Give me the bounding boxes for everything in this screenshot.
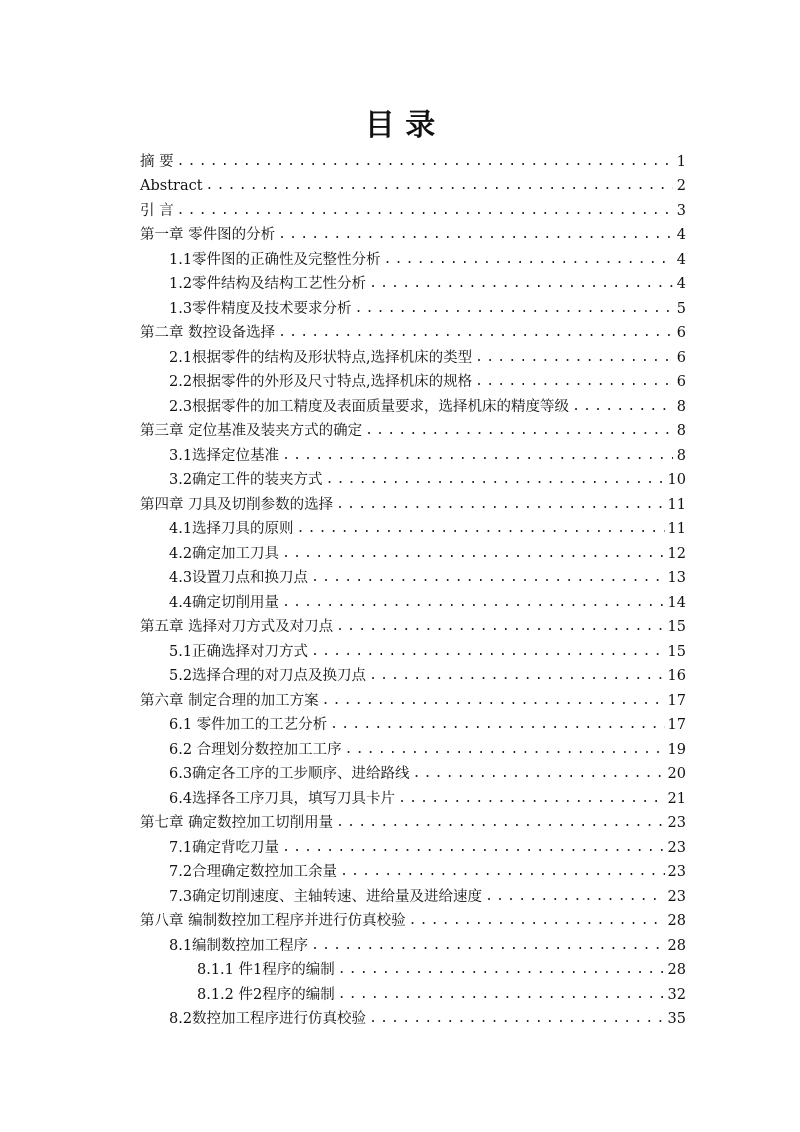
- toc-entry[interactable]: [140, 244, 686, 269]
- toc-entry-page: 8: [676, 423, 686, 439]
- toc-entry[interactable]: [140, 930, 686, 955]
- toc-entry-page: 8: [676, 447, 686, 464]
- dot-leader: [336, 814, 664, 832]
- toc-entry-label: 1.2零件结构及结构工艺性分析: [169, 276, 367, 292]
- toc-entry-label: 第八章 编制数控加工程序并进行仿真校验: [140, 913, 406, 929]
- toc-entry-page: 16: [667, 668, 686, 684]
- toc-entry-page: 10: [667, 472, 686, 488]
- dot-leader: [177, 153, 673, 171]
- dot-leader: [345, 741, 665, 759]
- dot-leader: [297, 520, 665, 538]
- toc-entry[interactable]: [140, 465, 686, 490]
- dot-leader: [338, 986, 665, 1004]
- toc-entry-label: 2.2根据零件的外形及尺寸特点,选择机床的规格: [169, 374, 473, 390]
- toc-entry[interactable]: [140, 710, 686, 735]
- toc-entry-page: 28: [667, 913, 686, 929]
- toc-entry-label: 4.3设置刀点和换刀点: [169, 570, 309, 586]
- toc-entry[interactable]: [140, 857, 686, 882]
- toc-entry-page: 2: [676, 178, 686, 194]
- toc-entry-label: 8.1.1 件1程序的编制: [197, 962, 335, 978]
- toc-entry[interactable]: [140, 318, 686, 343]
- toc-entry-label: 第六章 制定合理的加工方案: [140, 692, 319, 709]
- dot-leader: [338, 961, 665, 979]
- dot-leader: [177, 202, 673, 220]
- toc-entry-label: 4.2确定加工刀具: [169, 545, 280, 562]
- toc-entry-page: 20: [667, 766, 686, 782]
- toc-entry[interactable]: [140, 342, 686, 367]
- toc-entry[interactable]: [140, 832, 686, 857]
- dot-leader: [369, 667, 664, 685]
- toc-entry-page: 6: [676, 349, 686, 366]
- toc-entry-label: 摘 要: [140, 153, 174, 170]
- toc-entry-page: 6: [676, 325, 686, 341]
- toc-entry-label: 7.3确定切削速度、主轴转速、进给量及进给速度: [169, 888, 483, 905]
- dot-leader: [572, 398, 673, 416]
- toc-entry-page: 5: [676, 300, 686, 317]
- toc-entry-page: 23: [667, 888, 686, 905]
- toc-entry[interactable]: [140, 538, 686, 563]
- toc-entry-label: Abstract: [140, 178, 203, 194]
- toc-entry-page: 17: [667, 717, 686, 733]
- toc-entry[interactable]: [140, 514, 686, 539]
- toc-entry-page: 13: [667, 570, 686, 586]
- toc-entry-label: 3.2确定工件的装夹方式: [169, 472, 323, 488]
- toc-entry[interactable]: [140, 636, 686, 661]
- dot-leader: [311, 643, 664, 661]
- toc-entry[interactable]: [140, 489, 686, 514]
- toc-entry-label: 2.3根据零件的加工精度及表面质量要求，选择机床的精度等级: [169, 398, 570, 415]
- toc-entry-label: 2.1根据零件的结构及形状特点,选择机床的类型: [169, 349, 473, 366]
- toc-entry-page: 4: [676, 227, 686, 243]
- toc-entry[interactable]: [140, 293, 686, 318]
- toc-entry[interactable]: [140, 955, 686, 980]
- toc-entry-page: 11: [667, 521, 686, 537]
- dot-leader: [336, 618, 664, 636]
- dot-leader: [355, 300, 673, 318]
- toc-entry-label: 8.1编制数控加工程序: [169, 937, 309, 954]
- toc-title: 目 录: [364, 108, 436, 143]
- dot-leader: [282, 447, 673, 465]
- toc-entry-label: 6.1 零件加工的工艺分析: [169, 717, 328, 733]
- toc-entry[interactable]: [140, 881, 686, 906]
- toc-entry-page: 6: [676, 374, 686, 390]
- toc-entry-page: 12: [667, 545, 686, 562]
- dot-leader: [365, 422, 673, 440]
- dot-leader: [311, 937, 664, 955]
- toc-entry-page: 15: [667, 643, 686, 660]
- dot-leader: [409, 912, 665, 930]
- toc-entry-page: 23: [667, 864, 686, 880]
- dot-leader: [322, 692, 665, 710]
- toc-entry-page: 21: [667, 790, 686, 807]
- toc-entry-label: 第四章 刀具及切削参数的选择: [140, 496, 334, 513]
- toc-entry-page: 14: [667, 594, 686, 611]
- toc-entry-label: 7.1确定背吃刀量: [169, 839, 280, 856]
- toc-entry-label: 第二章 数控设备选择: [140, 325, 276, 341]
- toc-entry[interactable]: [140, 416, 686, 441]
- toc-entry-label: 5.1正确选择对刀方式: [169, 643, 309, 660]
- dot-leader: [330, 716, 664, 734]
- dot-leader: [206, 177, 673, 195]
- dot-leader: [398, 790, 664, 808]
- toc-entry-label: 引 言: [140, 202, 174, 219]
- dot-leader: [336, 496, 664, 514]
- toc-entry[interactable]: [140, 587, 686, 612]
- toc-entry[interactable]: [140, 269, 686, 294]
- dot-leader: [282, 545, 664, 563]
- toc-entry[interactable]: [140, 734, 686, 759]
- toc-entry[interactable]: [140, 171, 686, 196]
- toc-entry-page: 4: [676, 276, 686, 292]
- dot-leader: [278, 226, 673, 244]
- toc-entry-page: 23: [667, 839, 686, 856]
- toc-entry[interactable]: [140, 661, 686, 686]
- toc-entry-label: 5.2选择合理的对刀点及换刀点: [169, 668, 367, 684]
- toc-entry[interactable]: [140, 220, 686, 245]
- toc-entry[interactable]: [140, 1004, 686, 1029]
- toc-entry[interactable]: [140, 783, 686, 808]
- toc-entry[interactable]: [140, 612, 686, 637]
- dot-leader: [326, 471, 665, 489]
- toc-entry[interactable]: [140, 367, 686, 392]
- toc-entry-page: 28: [667, 962, 686, 978]
- toc-entry[interactable]: [140, 391, 686, 416]
- toc-entry-page: 28: [667, 937, 686, 954]
- toc-entry-page: 19: [667, 741, 686, 758]
- toc-entry-page: 15: [667, 619, 686, 635]
- toc-entry-label: 第一章 零件图的分析: [140, 227, 276, 243]
- toc-entry-page: 4: [676, 251, 686, 268]
- toc-entry-label: 8.1.2 件2程序的编制: [197, 986, 335, 1003]
- toc-entry[interactable]: [140, 979, 686, 1004]
- toc-entry-page: 23: [667, 815, 686, 831]
- toc-entry[interactable]: [140, 563, 686, 588]
- toc-entry-label: 1.3零件精度及技术要求分析: [169, 300, 352, 317]
- toc-entry-label: 第七章 确定数控加工切削用量: [140, 815, 334, 831]
- dot-leader: [413, 765, 665, 783]
- dot-leader: [485, 888, 664, 906]
- toc-entry-page: 3: [676, 202, 686, 219]
- toc-entry-label: 6.4选择各工序刀具，填写刀具卡片: [169, 790, 396, 807]
- toc-entry[interactable]: [140, 146, 686, 171]
- dot-leader: [311, 569, 664, 587]
- toc-entry-label: 第五章 选择对刀方式及对刀点: [140, 619, 334, 635]
- toc-entry[interactable]: [140, 906, 686, 931]
- toc-entry[interactable]: [140, 440, 686, 465]
- toc-entry-page: 32: [667, 986, 686, 1003]
- dot-leader: [475, 373, 673, 391]
- dot-leader: [282, 839, 664, 857]
- toc-entry-page: 35: [667, 1011, 686, 1027]
- toc-entry-label: 3.1选择定位基准: [169, 447, 280, 464]
- dot-leader: [384, 251, 673, 269]
- toc-entry-page: 8: [676, 398, 686, 415]
- toc-entry-label: 8.2数控加工程序进行仿真校验: [169, 1011, 367, 1027]
- dot-leader: [282, 594, 664, 612]
- dot-leader: [369, 275, 673, 293]
- toc-entry[interactable]: [140, 808, 686, 833]
- dot-leader: [340, 863, 664, 881]
- toc-entry-label: 第三章 定位基准及装夹方式的确定: [140, 423, 363, 439]
- toc-entry[interactable]: [140, 195, 686, 220]
- toc-entry[interactable]: [140, 685, 686, 710]
- toc-entry-page: 17: [667, 692, 686, 709]
- toc-entry[interactable]: [140, 759, 686, 784]
- dot-leader: [475, 349, 673, 367]
- dot-leader: [369, 1010, 664, 1028]
- toc-entry-page: 11: [667, 496, 686, 513]
- toc-entry-page: 1: [676, 153, 686, 170]
- toc-entry-label: 4.4确定切削用量: [169, 594, 280, 611]
- toc-entry-label: 7.2合理确定数控加工余量: [169, 864, 338, 880]
- toc-entry-label: 1.1零件图的正确性及完整性分析: [169, 251, 381, 268]
- toc-entry-label: 6.2 合理划分数控加工工序: [169, 741, 342, 758]
- toc-entry-label: 6.3确定各工序的工步顺序、进给路线: [169, 766, 410, 782]
- toc-entry-label: 4.1选择刀具的原则: [169, 521, 294, 537]
- toc-list: [140, 146, 686, 1028]
- dot-leader: [278, 324, 673, 342]
